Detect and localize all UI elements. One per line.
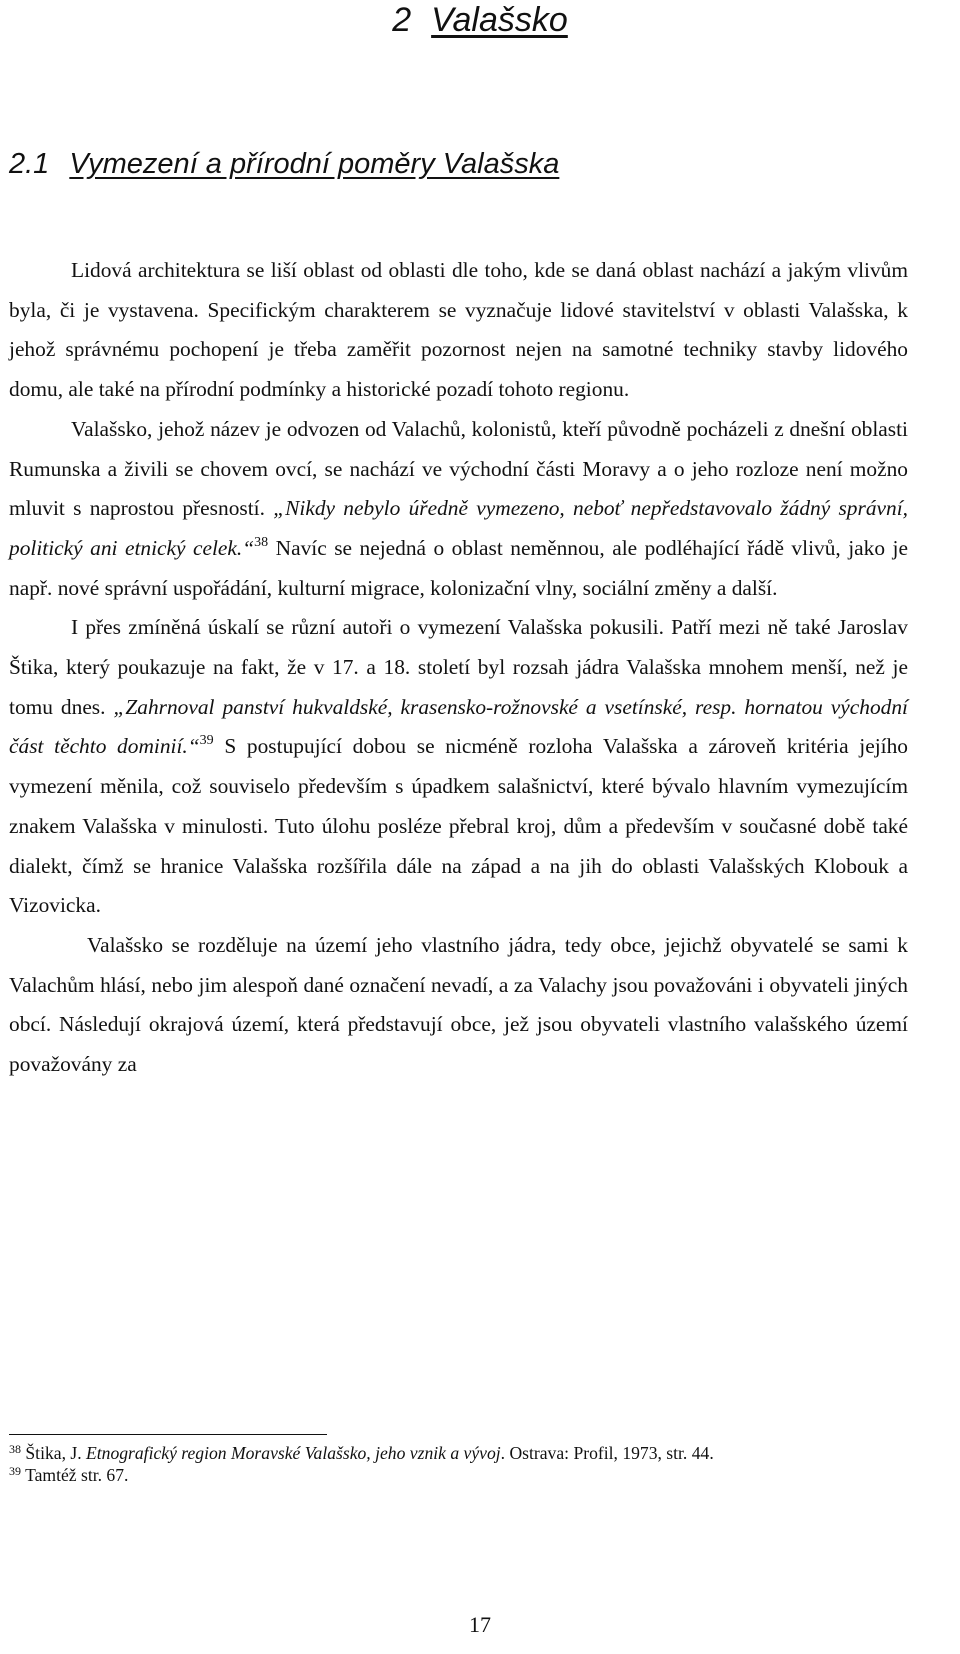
footnote-text: Štika, J. [21, 1443, 87, 1463]
paragraph-2-text-b: Navíc se nejedná o oblast neměnnou, ale podléhající řádě vlivů, jako je např. nové správní uspořádání, kulturní migrace, kolonizační vlny, sociální změny a další. [9, 535, 908, 600]
paragraph-3 [9, 608, 908, 926]
body-text [9, 251, 908, 1085]
paragraph-3-text-a: I přes zmíněná úskalí se různí autoři o vymezení Valašska pokusili. Patří mezi ně také Jaroslav Štika, který poukazuje na fakt, že v 17. a 18. století byl rozsah jádra Valašska mnohem menší, než je tomu dnes. [9, 615, 908, 719]
chapter-title: Valašsko [431, 1, 568, 39]
footnote-number: 38 [9, 1442, 21, 1456]
page-number: 17 [469, 1612, 491, 1637]
footnote-text: Tamtéž str. 67. [21, 1465, 129, 1485]
quote-38: „Nikdy nebylo úředně vymezeno, neboť nepředstavovalo žádný správní, politický ani etnický celek.“ [9, 496, 908, 560]
section-title: Vymezení a přírodní poměry Valašska [69, 148, 560, 180]
footnote-ref-39[interactable]: 39 [199, 733, 214, 749]
quote-39: „Zahrnoval panství hukvaldské, krasensko-rožnovské a vsetínské, resp. hornatou východní část těchto dominií.“ [9, 694, 908, 759]
chapter-number: 2 [392, 1, 412, 39]
footnote-separator [9, 1434, 327, 1435]
chapter-heading [0, 0, 960, 40]
footnote-39 [9, 1464, 949, 1486]
section-heading [9, 146, 559, 182]
footnote-number: 39 [9, 1464, 21, 1478]
footnote-book-title: Etnografický region Moravské Valašsko, jeho vznik a vývoj [86, 1443, 501, 1463]
paragraph-3-text-b: S postupující dobou se nicméně rozloha Valašska a zároveň kritéria jejího vymezení měnila, což souviselo především s úpadkem salašnictví, které bývalo hlavním vymezujícím znakem Valašska v minulosti. Tuto úlohu posléze přebral kroj, dům a především v současné době také dialekt, čímž se hranice Valašska rozšířila dále na západ a na jih do oblasti Valašských Klobouk a Vizovicka. [9, 734, 908, 918]
paragraph-1: Lidová architektura se liší oblast od oblasti dle toho, kde se daná oblast nachází a jakým vlivům byla, či je vystavena. Specifickým charakterem se vyznačuje lidové stavitelství v oblasti Valašska, k jehož správnému pochopení je třeba zaměřit pozornost nejen na samotné techniky stavby lidového domu, ale také na přírodní podmínky a historické pozadí tohoto regionu. [9, 258, 908, 402]
section-number: 2.1 [9, 148, 50, 180]
paragraph-2 [9, 410, 908, 609]
footnote-38 [9, 1442, 949, 1464]
footnote-ref-38[interactable]: 38 [254, 534, 269, 550]
footnotes [9, 1442, 949, 1486]
footnote-text: . Ostrava: Profil, 1973, str. 44. [500, 1443, 714, 1463]
paragraph-4: Valašsko se rozděluje na území jeho vlastního jádra, tedy obce, jejichž obyvatelé se sami k Valachům hlásí, nebo jim alespoň dané označení nevadí, a za Valachy jsou považováni i obyvateli jiných obcí. Následují okrajová území, která představují obce, jež jsou obyvateli vlastního valašského území považovány za [9, 932, 908, 1077]
paragraph-2-text-a: Valašsko, jehož název je odvozen od Valachů, kolonistů, kteří původně pocházeli z dnešní oblasti Rumunska a živili se chovem ovcí, se nachází ve východní části Moravy a o jeho rozloze není možno mluvit s naprostou přesností. [9, 416, 908, 521]
